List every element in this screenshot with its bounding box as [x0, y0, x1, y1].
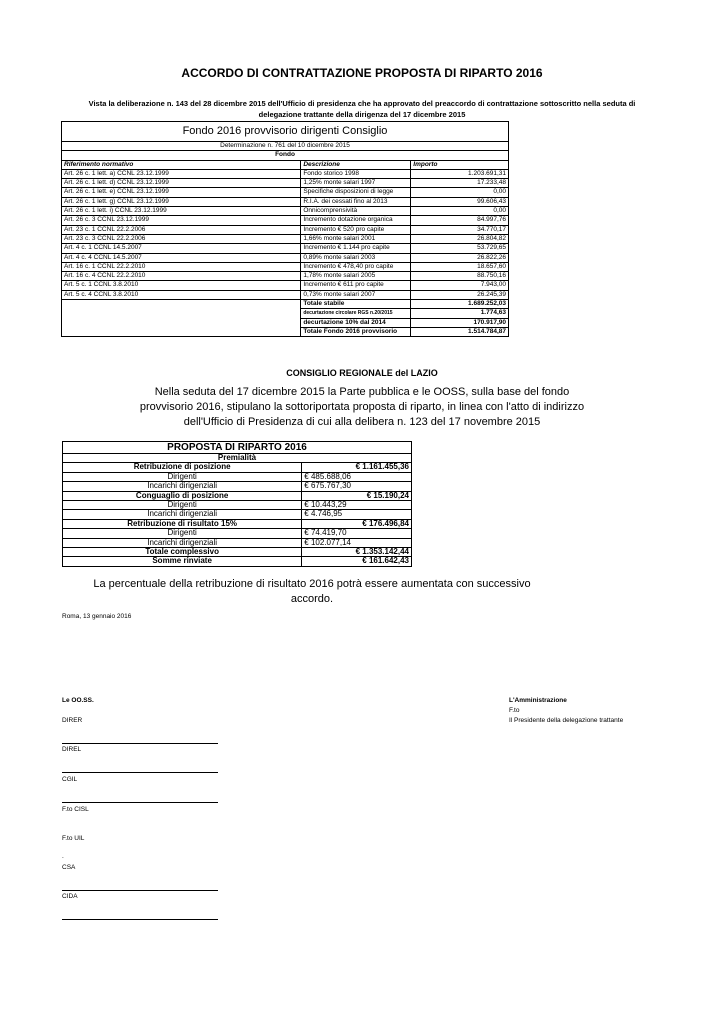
totale-stabile-value: 1.689.252,03: [411, 300, 509, 309]
incarichi-label: Incarichi dirigenziali: [63, 482, 302, 491]
decurtazione-circolare-label: decurtazione circolare RGS n.20/2015: [301, 309, 411, 318]
document-date: Roma, 13 gennaio 2016: [62, 613, 132, 620]
amministrazione-role: Il Presidente della delegazione trattante: [509, 717, 624, 724]
row-ref: Art. 26 c. 1 lett. g) CCNL 23.12.1999: [62, 197, 301, 206]
somme-rinviate-value: € 161.642,43: [302, 557, 412, 566]
signature-direl: DIREL: [62, 746, 82, 753]
cong-incarichi-value: € 4.746,95: [302, 510, 412, 519]
signature-line: [62, 802, 218, 803]
row-ref: Art. 26 c. 1 lett. e) CCNL 23.12.1999: [62, 188, 301, 197]
row-ref: Art. 23 c. 1 CCNL 22.2.2006: [62, 225, 301, 234]
consiglio-line-1: Nella seduta del 17 dicembre 2015 la Parte pubblica e le OOSS, sulla base del fondo: [154, 386, 570, 398]
conguaglio-label: Conguaglio di posizione: [63, 491, 302, 500]
row-importo: 1.203.691,31: [411, 169, 509, 178]
row-ref: Art. 4 c. 4 CCNL 14.5.2007: [62, 253, 301, 262]
signature-uil: F.to UIL: [62, 835, 85, 842]
consiglio-line-3: dell'Ufficio di Presidenza di cui alla delibera n. 123 del 17 novembre 2015: [183, 416, 541, 428]
row-ref: Art. 16 c. 4 CCNL 22.2.2010: [62, 272, 301, 281]
somme-rinviate-label: Somme rinviate: [63, 557, 302, 566]
dirigenti-label: Dirigenti: [63, 472, 302, 481]
table-row: [62, 272, 509, 281]
document-title: ACCORDO DI CONTRATTAZIONE PROPOSTA DI RIPARTO 2016: [181, 66, 543, 80]
row-desc: Incremento € 520 pro capite: [301, 225, 411, 234]
row-desc: Incremento € 1.144 pro capite: [301, 244, 411, 253]
row-ref: Art. 16 c. 1 CCNL 22.2.2010: [62, 262, 301, 271]
ris-dirigenti-value: € 74.419,70: [302, 529, 412, 538]
totale-fondo-value: 1.514.784,87: [411, 327, 509, 336]
table-row: [62, 188, 509, 197]
fondo-title: Fondo 2016 provvisorio dirigenti Consiglio: [62, 122, 509, 142]
row-ref: Art. 26 c. 1 lett. a) CCNL 23.12.1999: [62, 169, 301, 178]
row-desc: 0,89% monte salari 2003: [301, 253, 411, 262]
consiglio-paragraph: [80, 385, 644, 430]
decurtazione-10-value: 170.917,90: [411, 318, 509, 327]
table-row: [62, 207, 509, 216]
row-importo: 26.804,82: [411, 234, 509, 243]
empty-cell: [62, 300, 301, 337]
row-desc: Fondo storico 1998: [301, 169, 411, 178]
row-importo: 7.943,00: [411, 281, 509, 290]
row-importo: 34.770,17: [411, 225, 509, 234]
ret-risultato-label: Retribuzione di risultato 15%: [63, 519, 302, 528]
header-importo: Importo: [411, 160, 509, 169]
consiglio-heading: CONSIGLIO REGIONALE del LAZIO: [286, 368, 438, 378]
row-ref: Art. 26 c. 1 lett. i) CCNL 23.12.1999: [62, 207, 301, 216]
conguaglio-value: € 15.190,24: [302, 491, 412, 500]
row-ref: Art. 26 c. 1 lett. d) CCNL 23.12.1999: [62, 179, 301, 188]
amministrazione-fto: F.to: [509, 707, 520, 714]
row-ref: Art. 4 c. 1 CCNL 14.5.2007: [62, 244, 301, 253]
row-ref: Art. 5 c. 4 CCNL 3.8.2010: [62, 290, 301, 299]
proposta-title: PROPOSTA DI RIPARTO 2016: [63, 442, 412, 454]
fondo-table: [61, 121, 509, 337]
row-desc: Incremento € 478,40 pro capite: [301, 262, 411, 271]
signature-direr: DIRER: [62, 717, 83, 724]
row-desc: Specifiche disposizioni di legge: [301, 188, 411, 197]
decurtazione-circolare-value: 1.774,63: [411, 309, 509, 318]
table-row: [62, 281, 509, 290]
pos-dirigenti-value: € 485.688,06: [302, 472, 412, 481]
signature-csa: CSA: [62, 864, 76, 871]
consiglio-line-2: provvisorio 2016, stipulano la sottoriportata proposta di riparto, in linea con l'atto di indirizzo: [139, 401, 585, 413]
signature-line: [62, 743, 218, 744]
ret-posizione-label: Retribuzione di posizione: [63, 463, 302, 472]
row-importo: 84.997,76: [411, 216, 509, 225]
row-desc: Incremento dotazione organica: [301, 216, 411, 225]
dirigenti-label: Dirigenti: [63, 501, 302, 510]
row-desc: R.I.A. dei cessati fino al 2013: [301, 197, 411, 206]
incarichi-label: Incarichi dirigenziali: [63, 538, 302, 547]
closing-line-2: accordo.: [290, 593, 334, 605]
row-desc: Incremento € 611 pro capite: [301, 281, 411, 290]
header-descrizione: Descrizione: [301, 160, 411, 169]
proposta-table: [62, 441, 412, 567]
fondo-label: Fondo: [62, 151, 509, 160]
table-row: [62, 290, 509, 299]
table-row: [62, 197, 509, 206]
row-ref: Art. 23 c. 3 CCNL 22.2.2006: [62, 234, 301, 243]
ret-posizione-value: € 1.161.455,36: [302, 463, 412, 472]
row-importo: 17.233,48: [411, 179, 509, 188]
row-desc: 1,25% monte salari 1997: [301, 179, 411, 188]
row-desc: 1,66% monte salari 2001: [301, 234, 411, 243]
totale-complessivo-label: Totale complessivo: [63, 548, 302, 557]
totale-complessivo-value: € 1.353.142,44: [302, 548, 412, 557]
totale-stabile-label: Totale stabile: [301, 300, 411, 309]
closing-paragraph: [60, 577, 564, 607]
row-desc: Onnicomprensività: [301, 207, 411, 216]
signature-dot: .: [62, 853, 64, 860]
header-riferimento: Riferimento normativo: [62, 160, 301, 169]
signature-line: [62, 919, 218, 920]
signature-line: [62, 890, 218, 891]
ret-risultato-value: € 176.496,84: [302, 519, 412, 528]
pos-incarichi-value: € 675.767,30: [302, 482, 412, 491]
fondo-determinazione: Determinazione n. 761 del 10 dicembre 2015: [62, 142, 509, 151]
row-ref: Art. 5 c. 1 CCNL 3.8.2010: [62, 281, 301, 290]
signature-cgil: CGIL: [62, 776, 78, 783]
intro-line-1: Vista la deliberazione n. 143 del 28 dicembre 2015 dell'Ufficio di presidenza che ha approvato del preaccordo di contrattazione sottoscritto nella seduta di: [88, 99, 636, 108]
row-importo: 26.822,26: [411, 253, 509, 262]
row-importo: 88.750,16: [411, 272, 509, 281]
totale-fondo-label: Totale Fondo 2016 provvisorio: [301, 327, 411, 336]
decurtazione-10-label: decurtazione 10% dal 2014: [301, 318, 411, 327]
signature-cisl: F.to CISL: [62, 806, 89, 813]
incarichi-label: Incarichi dirigenziali: [63, 510, 302, 519]
row-ref: Art. 26 c. 3 CCNL 23.12.1999: [62, 216, 301, 225]
table-row: [62, 216, 509, 225]
row-desc: 1,78% monte salari 2005: [301, 272, 411, 281]
intro-text: [70, 98, 654, 120]
row-importo: 99.606,43: [411, 197, 509, 206]
table-row: [62, 225, 509, 234]
amministrazione-heading: L'Amministrazione: [509, 697, 567, 704]
premialita-label: Premialità: [63, 454, 412, 463]
table-row: [62, 244, 509, 253]
row-importo: 0,00: [411, 207, 509, 216]
oss-heading: Le OO.SS.: [62, 697, 94, 704]
closing-line-1: La percentuale della retribuzione di risultato 2016 potrà essere aumentata con successivo: [93, 578, 531, 590]
ris-incarichi-value: € 102.077,14: [302, 538, 412, 547]
table-row: [62, 179, 509, 188]
dirigenti-label: Dirigenti: [63, 529, 302, 538]
intro-line-2: delegazione trattante della dirigenza del 17 dicembre 2015: [258, 110, 466, 119]
row-desc: 0,73% monte salari 2007: [301, 290, 411, 299]
table-row: [62, 253, 509, 262]
row-importo: 0,00: [411, 188, 509, 197]
row-importo: 26.245,39: [411, 290, 509, 299]
row-importo: 18.657,60: [411, 262, 509, 271]
table-row: [62, 169, 509, 178]
table-row: [62, 262, 509, 271]
table-row: [62, 234, 509, 243]
signature-line: [62, 772, 218, 773]
row-importo: 53.729,65: [411, 244, 509, 253]
cong-dirigenti-value: € 10.443,29: [302, 501, 412, 510]
signature-cida: CIDA: [62, 893, 78, 900]
